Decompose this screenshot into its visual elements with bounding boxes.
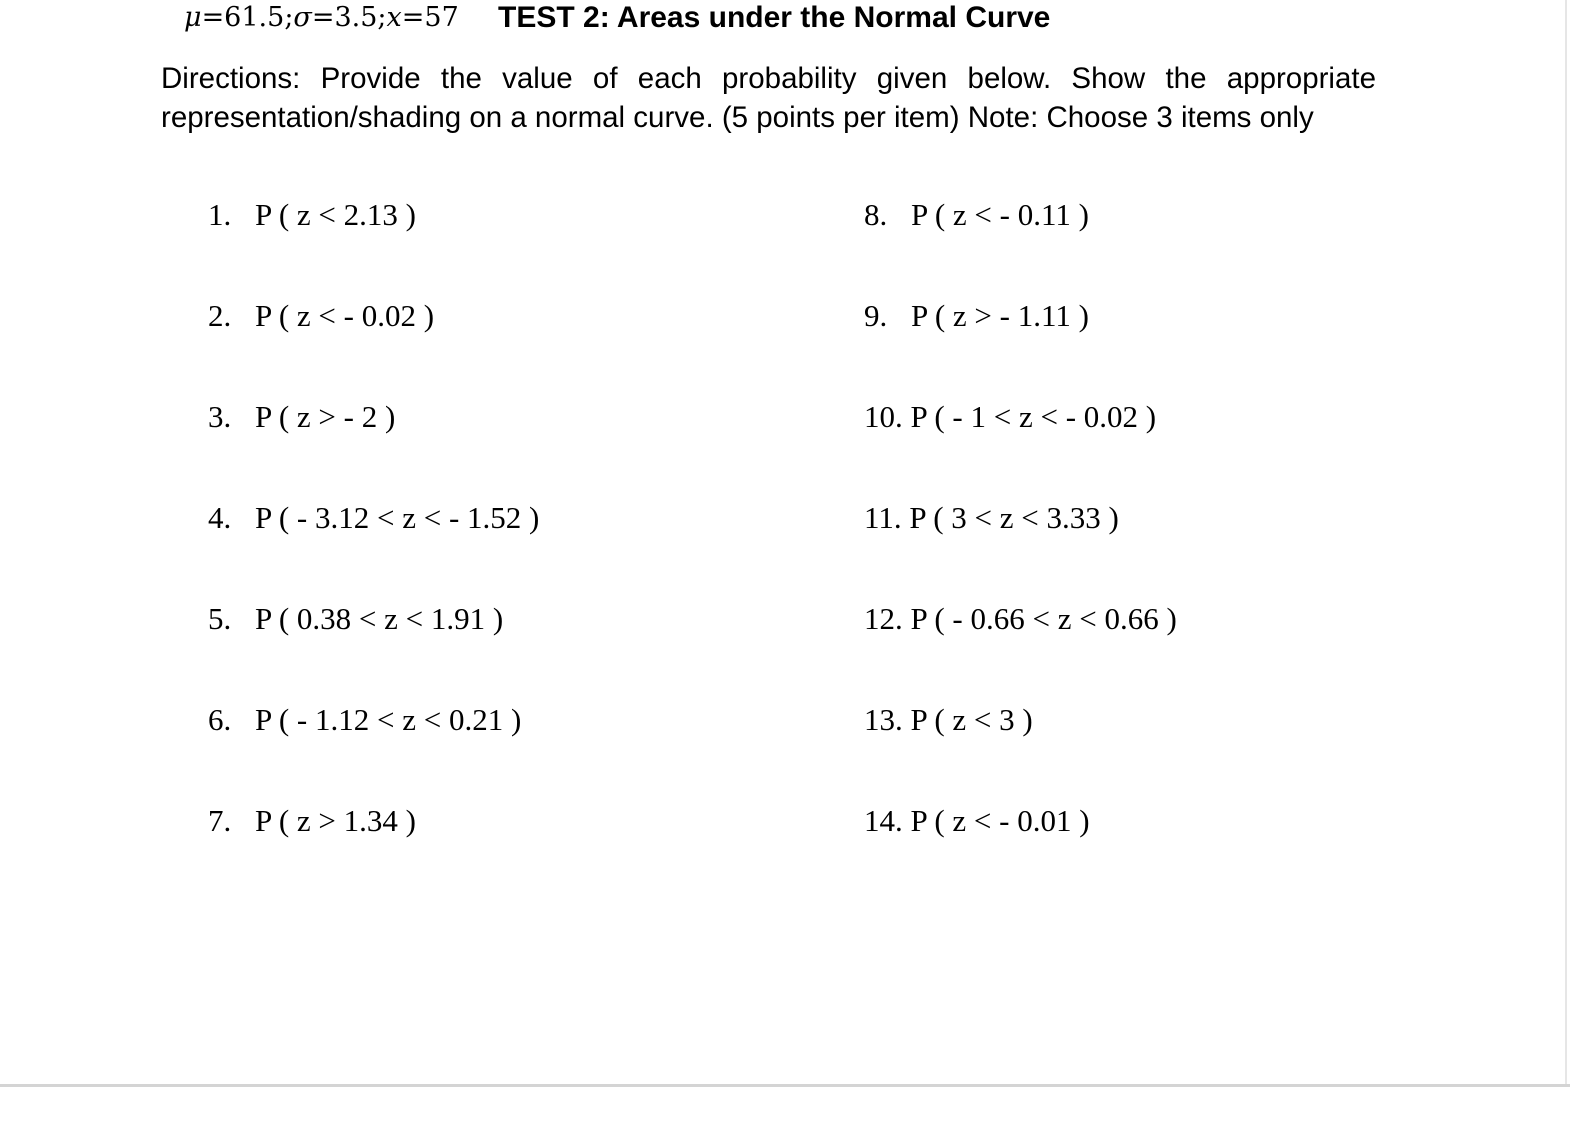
- page-title: TEST 2: Areas under the Normal Curve: [498, 1, 1051, 34]
- mu-symbol: μ: [184, 2, 202, 33]
- list-item: [864, 500, 1119, 536]
- item-expression: P ( 0.38 < z < 1.91 ): [255, 601, 504, 636]
- mu-value: =61.5: [201, 2, 285, 33]
- list-item: [208, 702, 521, 738]
- item-expression: P ( - 0.66 < z < 0.66 ): [910, 601, 1177, 636]
- item-number: 9.: [864, 298, 888, 333]
- item-expression: P ( z > - 2 ): [255, 399, 396, 434]
- list-item: [864, 298, 1089, 334]
- item-number: 6.: [208, 702, 232, 737]
- item-number: 14.: [864, 803, 903, 838]
- list-item: [864, 702, 1033, 738]
- separator: ;: [377, 2, 387, 33]
- list-item: [208, 298, 434, 334]
- item-number: 3.: [208, 399, 232, 434]
- item-number: 2.: [208, 298, 232, 333]
- item-number: 8.: [864, 197, 888, 232]
- item-expression: P ( z < 3 ): [910, 702, 1033, 737]
- item-number: 1.: [208, 197, 232, 232]
- item-expression: P ( - 3.12 < z < - 1.52 ): [255, 500, 540, 535]
- list-item: [864, 601, 1177, 637]
- item-expression: P ( z < 2.13 ): [255, 197, 416, 232]
- x-symbol: x: [386, 2, 402, 33]
- list-item: [864, 803, 1090, 839]
- item-number: 7.: [208, 803, 232, 838]
- item-expression: P ( z < - 0.01 ): [910, 803, 1090, 838]
- directions-paragraph: Directions: Provide the value of each probability given below. Show the appropriate representation/shading on a normal curve. (5 points per item) Note: Choose 3 items only: [161, 62, 1376, 134]
- item-expression: P ( - 1 < z < - 0.02 ): [910, 399, 1157, 434]
- item-expression: P ( z < - 0.11 ): [911, 197, 1089, 232]
- item-number: 5.: [208, 601, 232, 636]
- item-expression: P ( 3 < z < 3.33 ): [909, 500, 1119, 535]
- list-item: [208, 803, 416, 839]
- item-expression: P ( z < - 0.02 ): [255, 298, 435, 333]
- sigma-value: =3.5: [311, 2, 378, 33]
- list-item: [208, 399, 395, 435]
- x-value: =57: [401, 2, 459, 33]
- item-expression: P ( - 1.12 < z < 0.21 ): [255, 702, 522, 737]
- list-item: [208, 197, 416, 233]
- list-item: [864, 399, 1156, 435]
- page-edge: [1565, 0, 1567, 1087]
- item-number: 10.: [864, 399, 903, 434]
- separator: ;: [284, 2, 294, 33]
- sigma-symbol: σ: [293, 2, 312, 33]
- list-item: [208, 500, 539, 536]
- item-expression: P ( z > 1.34 ): [255, 803, 416, 838]
- item-number: 12.: [864, 601, 903, 636]
- list-item: [864, 197, 1089, 233]
- item-number: 11.: [864, 500, 902, 535]
- item-expression: P ( z > - 1.11 ): [911, 298, 1089, 333]
- list-item: [208, 601, 503, 637]
- item-number: 13.: [864, 702, 903, 737]
- page-divider: [0, 1084, 1570, 1087]
- item-number: 4.: [208, 500, 232, 535]
